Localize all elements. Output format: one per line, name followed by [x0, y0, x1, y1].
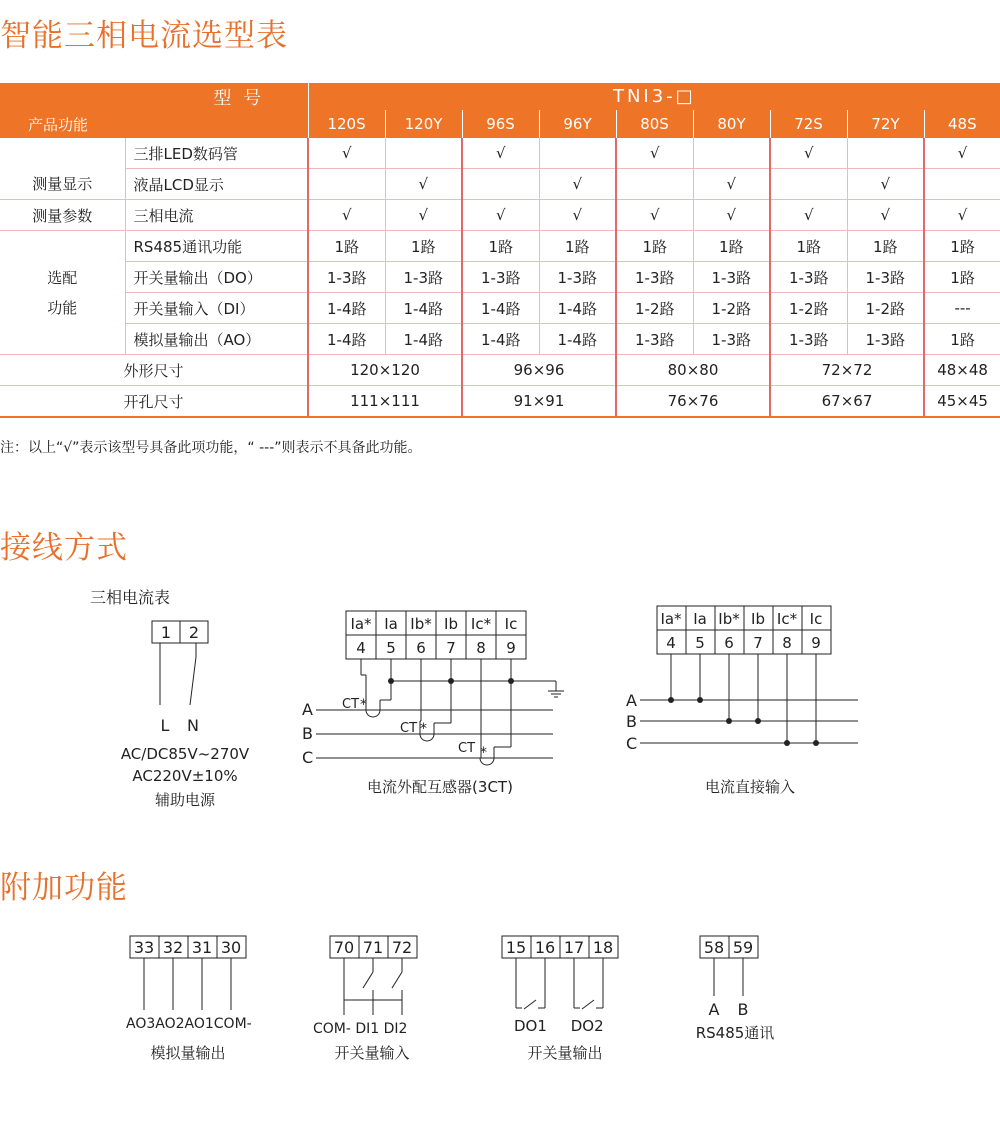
- table-cell: √: [924, 138, 1000, 169]
- table-cell: 1路: [308, 231, 385, 262]
- di-terminal: 71: [362, 938, 384, 957]
- table-row: [0, 293, 1000, 324]
- direct-terminal-label: Ia*: [660, 610, 682, 628]
- table-cell: 1-3路: [539, 262, 616, 293]
- table-cell: 1-3路: [847, 324, 924, 355]
- table-cell: √: [385, 200, 462, 231]
- table-cell: 1-2路: [847, 293, 924, 324]
- ct-terminal-number: 7: [446, 639, 456, 657]
- ct-phase-c: C: [302, 748, 314, 767]
- table-cell: [693, 138, 770, 169]
- table-cell: √: [385, 169, 462, 200]
- table-cell: 67×67: [770, 386, 924, 418]
- table-cell: √: [308, 138, 385, 169]
- do-terminal: 17: [563, 938, 585, 957]
- selection-table: [0, 83, 1000, 418]
- header-model-label-cell: [0, 83, 308, 110]
- header-model-1: 120Y: [385, 110, 462, 138]
- table-cell: 1-3路: [693, 262, 770, 293]
- header-model-7: 72Y: [847, 110, 924, 138]
- table-cell: 96×96: [462, 355, 616, 386]
- table-cell: 1路: [847, 231, 924, 262]
- rs485-line-b: B: [737, 1000, 749, 1019]
- ct-terminal-number: 5: [386, 639, 396, 657]
- table-cell: 1路: [462, 231, 539, 262]
- table-cell: 1-3路: [308, 262, 385, 293]
- direct-terminal-label: Ib*: [718, 610, 740, 628]
- ao-terminal: 33: [133, 938, 155, 957]
- table-row: [0, 231, 1000, 262]
- ct-terminal-number: 9: [506, 639, 516, 657]
- table-cell: √: [616, 138, 693, 169]
- table-cell: [385, 138, 462, 169]
- di-caption: 开关量输入: [334, 1044, 410, 1062]
- table-cell: 1路: [924, 231, 1000, 262]
- ct-star: *: [420, 721, 427, 737]
- table-cell: 1路: [924, 324, 1000, 355]
- header-model-2: 96S: [462, 110, 539, 138]
- table-cell: 1-2路: [693, 293, 770, 324]
- direct-phase-c: C: [626, 734, 638, 753]
- direct-phase-b: B: [626, 712, 637, 731]
- ct-terminal-number: 8: [476, 639, 486, 657]
- header-model-6: 72S: [770, 110, 847, 138]
- ct-label: CT: [400, 721, 418, 736]
- rs485-terminal: 59: [732, 938, 754, 957]
- table-cell: 1-3路: [847, 262, 924, 293]
- ct-terminal-number: 6: [416, 639, 426, 657]
- table-cell: √: [539, 169, 616, 200]
- header-model-8: 48S: [924, 110, 1000, 138]
- table-cell: [770, 169, 847, 200]
- table-cell: [462, 169, 539, 200]
- feature-label: 三排LED数码管: [125, 138, 308, 169]
- table-cell: 48×48: [924, 355, 1000, 386]
- power-terminal-1: 1: [160, 623, 172, 642]
- table-cell: 1-2路: [616, 293, 693, 324]
- cutout-label: 开孔尺寸: [0, 386, 308, 418]
- table-cell: 1-3路: [770, 324, 847, 355]
- table-cell: √: [847, 200, 924, 231]
- ao-labels: AO3AO2AO1COM-: [126, 1016, 252, 1032]
- table-cell: 1-3路: [770, 262, 847, 293]
- power-title: 三相电流表: [90, 588, 171, 607]
- feature-label: 开关量输出（DO）: [125, 262, 308, 293]
- group-param: 测量参数: [0, 200, 125, 231]
- outline-label: 外形尺寸: [0, 355, 308, 386]
- table-cell: √: [770, 200, 847, 231]
- table-cell: 1-4路: [385, 293, 462, 324]
- rs485-caption: RS485通讯: [695, 1024, 775, 1042]
- table-cell: 1-3路: [693, 324, 770, 355]
- do-terminal: 15: [505, 938, 527, 957]
- power-spec-1: AC/DC85V~270V: [120, 745, 250, 763]
- table-cell: 120×120: [308, 355, 462, 386]
- header-model-label: 型 号: [213, 87, 265, 109]
- table-cell: 1路: [693, 231, 770, 262]
- group-display-label: 测量显示: [32, 174, 93, 193]
- ct-terminal-label: Ia*: [350, 615, 372, 633]
- power-spec-2: AC220V±10%: [132, 767, 238, 785]
- group-option: [0, 231, 125, 355]
- table-cell: 111×111: [308, 386, 462, 418]
- ct-star: *: [480, 745, 487, 761]
- table-cell: 91×91: [462, 386, 616, 418]
- di-labels: COM- DI1 DI2: [313, 1021, 408, 1037]
- table-cell: 1-3路: [616, 324, 693, 355]
- direct-caption: 电流直接输入: [704, 778, 795, 796]
- direct-terminal-label: Ic*: [776, 610, 798, 628]
- direct-terminal-number: 4: [666, 634, 676, 652]
- table-row-outline: [0, 355, 1000, 386]
- ao-terminal: 31: [191, 938, 213, 957]
- direct-terminal-label: Ic: [809, 610, 823, 628]
- table-cell: √: [462, 200, 539, 231]
- table-cell: 1-4路: [462, 293, 539, 324]
- direct-terminal-label: Ib: [751, 610, 765, 628]
- power-line-n: N: [187, 716, 199, 735]
- ct-phase-b: B: [302, 724, 313, 743]
- section-title-selection: 智能三相电流选型表: [0, 18, 288, 54]
- table-cell: 1-3路: [616, 262, 693, 293]
- table-cell: 1路: [539, 231, 616, 262]
- header-model-0: 120S: [308, 110, 385, 138]
- table-cell: 1-3路: [462, 262, 539, 293]
- feature-label: 开关量输入（DI）: [125, 293, 308, 324]
- table-cell: √: [693, 200, 770, 231]
- table-cell: 1-4路: [462, 324, 539, 355]
- table-cell: 1-4路: [308, 324, 385, 355]
- table-cell: ---: [924, 293, 1000, 324]
- do-terminal: 18: [592, 938, 614, 957]
- table-cell: 1-4路: [308, 293, 385, 324]
- table-cell: √: [539, 200, 616, 231]
- table-cell: 1路: [924, 262, 1000, 293]
- table-cell: [616, 169, 693, 200]
- table-cell: 80×80: [616, 355, 770, 386]
- feature-label: 三相电流: [125, 200, 308, 231]
- direct-terminal-number: 9: [811, 634, 821, 652]
- table-row: [0, 262, 1000, 293]
- ct-star: *: [360, 697, 367, 713]
- rs485-terminal: 58: [703, 938, 725, 957]
- table-row: [0, 169, 1000, 200]
- table-cell: [308, 169, 385, 200]
- di-terminal: 72: [391, 938, 413, 957]
- power-line-l: L: [160, 716, 170, 735]
- group-option-label-1: 选配: [47, 268, 78, 287]
- table-cell: 1-4路: [539, 324, 616, 355]
- table-note: 注：以上“√”表示该型号具备此项功能，“ ---”则表示不具备此功能。: [0, 440, 422, 456]
- table-row: [0, 324, 1000, 355]
- table-cell: 1-2路: [770, 293, 847, 324]
- ct-terminal-label: Ib: [444, 615, 458, 633]
- table-cell: 1路: [616, 231, 693, 262]
- direct-terminal-number: 7: [753, 634, 763, 652]
- ct-terminal-number: 4: [356, 639, 366, 657]
- table-cell: [924, 169, 1000, 200]
- feature-label: RS485通讯功能: [125, 231, 308, 262]
- table-cell: [539, 138, 616, 169]
- table-cell: 45×45: [924, 386, 1000, 418]
- group-display: [0, 138, 125, 200]
- direct-diagram: [620, 600, 870, 755]
- do-diagram: [490, 930, 630, 1025]
- ao-terminal: 32: [162, 938, 184, 957]
- table-cell: 72×72: [770, 355, 924, 386]
- power-caption: 辅助电源: [154, 791, 215, 809]
- section-title-additional: 附加功能: [0, 870, 128, 906]
- ct-diagram: [298, 605, 578, 770]
- table-cell: √: [616, 200, 693, 231]
- direct-terminal-label: Ia: [693, 610, 707, 628]
- table-cell: √: [924, 200, 1000, 231]
- header-series: TNI3-□: [308, 83, 1000, 110]
- table-cell: √: [847, 169, 924, 200]
- table-cell: √: [308, 200, 385, 231]
- table-cell: 1-3路: [385, 262, 462, 293]
- ct-label: CT: [342, 697, 360, 712]
- header-function-label: 产品功能: [0, 110, 308, 138]
- power-diagram: [140, 615, 230, 735]
- power-terminal-2: 2: [188, 623, 200, 642]
- rs485-diagram: [690, 930, 780, 1020]
- direct-terminal-number: 5: [695, 634, 705, 652]
- ao-terminal: 30: [220, 938, 242, 957]
- table-cell: 76×76: [616, 386, 770, 418]
- ct-terminal-label: Ic*: [470, 615, 492, 633]
- header-model-4: 80S: [616, 110, 693, 138]
- do-terminal: 16: [534, 938, 556, 957]
- ao-diagram: [120, 930, 280, 1025]
- do-labels: DO1 DO2: [514, 1017, 604, 1035]
- table-cell: √: [462, 138, 539, 169]
- do-caption: 开关量输出: [527, 1044, 603, 1062]
- rs485-line-a: A: [708, 1000, 720, 1019]
- table-cell: √: [770, 138, 847, 169]
- ao-caption: 模拟量输出: [150, 1044, 226, 1062]
- section-title-wiring: 接线方式: [0, 530, 128, 566]
- feature-label: 液晶LCD显示: [125, 169, 308, 200]
- table-cell: [847, 138, 924, 169]
- table-cell: 1-4路: [385, 324, 462, 355]
- group-option-label-2: 功能: [47, 298, 78, 317]
- ct-caption: 电流外配互感器(3CT): [367, 778, 513, 796]
- ct-terminal-label: Ia: [384, 615, 398, 633]
- direct-terminal-number: 6: [724, 634, 734, 652]
- direct-terminal-number: 8: [782, 634, 792, 652]
- feature-label: 模拟量输出（AO）: [125, 324, 308, 355]
- header-model-5: 80Y: [693, 110, 770, 138]
- table-row: [0, 200, 1000, 231]
- table-cell: 1路: [385, 231, 462, 262]
- table-cell: 1-4路: [539, 293, 616, 324]
- di-diagram: [320, 930, 440, 1025]
- ct-terminal-label: Ic: [504, 615, 518, 633]
- table-cell: √: [693, 169, 770, 200]
- ct-terminal-label: Ib*: [410, 615, 432, 633]
- table-cell: 1路: [770, 231, 847, 262]
- direct-phase-a: A: [626, 691, 637, 710]
- ct-phase-a: A: [302, 700, 313, 719]
- di-terminal: 70: [333, 938, 355, 957]
- table-row-cutout: [0, 386, 1000, 418]
- ct-label: CT: [458, 741, 476, 756]
- table-row: [0, 138, 1000, 169]
- header-model-3: 96Y: [539, 110, 616, 138]
